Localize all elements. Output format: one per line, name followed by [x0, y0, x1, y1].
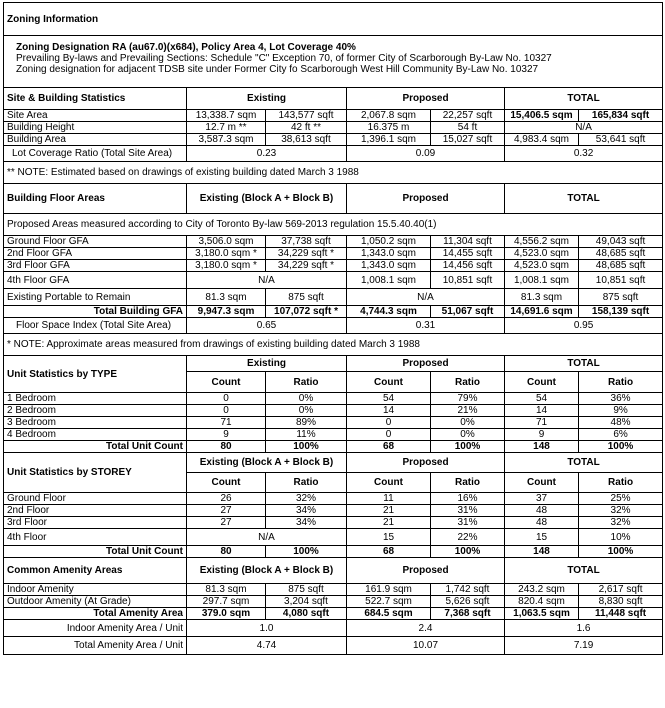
floor-note-row: [4, 334, 663, 356]
lot-coverage-row: Lot Coverage Ratio (Total Site Area) 0.23 0.09 0.32: [4, 146, 663, 162]
floor-header: Building Floor Areas: [4, 184, 187, 214]
amenity-row: Outdoor Amenity (At Grade) 297.7 sqm 3,204 sqft 522.7 sqm 5,626 sqft 820.4 sqm 8,830 sqft: [4, 596, 663, 608]
floor-row: Ground Floor GFA 3,506.0 sqm 37,738 sqft 1,050.2 sqm 11,304 sqft 4,556.2 sqm 49,043 sqft: [4, 236, 663, 248]
storey-header: Unit Statistics by STOREY: [4, 453, 187, 493]
floor-header-row: Building Floor Areas Existing (Block A + Block B) Proposed TOTAL: [4, 184, 663, 214]
type-row: 2 Bedroom 0 0% 14 21% 14 9%: [4, 405, 663, 417]
site-col-proposed: Proposed: [347, 88, 505, 110]
storey-subheader-row: Count Ratio Count Ratio Count Ratio: [4, 473, 663, 493]
amenity-header: Common Amenity Areas: [4, 558, 187, 584]
amenity-header-row: Common Amenity Areas Existing (Block A + Block B) Proposed TOTAL: [4, 558, 663, 584]
floor-row: 3rd Floor GFA 3,180.0 sqm * 34,229 sqft * 1,343.0 sqm 14,456 sqft 4,523.0 sqm 48,685 sqft: [4, 260, 663, 272]
site-area-row: Site Area 13,338.7 sqm 143,577 sqft 2,067.8 sqm 22,257 sqft 15,406.5 sqm 165,834 sqft: [4, 110, 663, 122]
amenity-total-row: Total Amenity Area 379.0 sqm 4,080 sqft 684.5 sqm 7,368 sqft 1,063.5 sqm 11,448 sqft: [4, 608, 663, 620]
zoning-designation: Zoning Designation RA (au67.0)(x684), Policy Area 4, Lot Coverage 40%: [16, 42, 356, 53]
site-note-row: [4, 162, 663, 184]
storey-row: 2nd Floor 27 34% 21 31% 48 32%: [4, 505, 663, 517]
adjacent-designation: Zoning designation for adjacent TDSB site under Former City fo Scarborough West Hill Community By-Law No. 10327: [16, 64, 539, 75]
zoning-details-row: [4, 36, 663, 88]
building-height-row: Building Height 12.7 m ** 42 ft ** 16.375 m 54 ft N/A: [4, 122, 663, 134]
type-row: 1 Bedroom 0 0% 54 79% 54 36%: [4, 393, 663, 405]
type-subheader-row: Count Ratio Count Ratio Count Ratio: [4, 372, 663, 393]
floor-row-4th: 4th Floor GFA N/A 1,008.1 sqm 10,851 sqft 1,008.1 sqm 10,851 sqft: [4, 272, 663, 289]
building-area-row: Building Area 3,587.3 sqm 38,613 sqft 1,396.1 sqm 15,027 sqft 4,983.4 sqm 53,641 sqft: [4, 134, 663, 146]
floor-row: 2nd Floor GFA 3,180.0 sqm * 34,229 sqft * 1,343.0 sqm 14,455 sqft 4,523.0 sqm 48,685 sqft: [4, 248, 663, 260]
type-row: 4 Bedroom 9 11% 0 0% 9 6%: [4, 429, 663, 441]
indoor-per-unit-row: Indoor Amenity Area / Unit 1.0 2.4 1.6: [4, 620, 663, 637]
approx-note: * NOTE: Approximate areas measured from drawings of existing building dated March 3 1988: [4, 334, 663, 356]
amenity-row: Indoor Amenity 81.3 sqm 875 sqft 161.9 sqm 1,742 sqft 243.2 sqm 2,617 sqft: [4, 584, 663, 596]
type-total-row: Total Unit Count 80 100% 68 100% 148 100%: [4, 441, 663, 453]
prevailing-bylaws: Prevailing By-laws and Prevailing Sections: Schedule "C" Exception 70, of former City of Scarborough By-Law No. 10327: [16, 53, 552, 64]
zoning-header-row: [4, 3, 663, 36]
floor-measure-note-row: [4, 214, 663, 236]
storey-header-row: Unit Statistics by STOREY Existing (Block A + Block B) Proposed TOTAL: [4, 453, 663, 473]
type-header: Unit Statistics by TYPE: [4, 356, 187, 393]
site-header-row: [4, 88, 663, 110]
total-per-unit-row: Total Amenity Area / Unit 4.74 10.07 7.19: [4, 637, 663, 655]
height-note: ** NOTE: Estimated based on drawings of existing building dated March 3 1988: [4, 162, 663, 184]
site-col-total: TOTAL: [505, 88, 663, 110]
total-gfa-row: Total Building GFA 9,947.3 sqm 107,072 sqft * 4,744.3 sqm 51,067 sqft 14,691.6 sqm 158,139 sqft: [4, 306, 663, 318]
statistics-table: [3, 2, 663, 655]
fsi-row: Floor Space Index (Total Site Area) 0.65 0.31 0.95: [4, 318, 663, 334]
zoning-header: Zoning Information: [4, 3, 663, 36]
site-header: Site & Building Statistics: [4, 88, 187, 110]
type-header-row: Unit Statistics by TYPE Existing Proposed TOTAL: [4, 356, 663, 372]
storey-row: 3rd Floor 27 34% 21 31% 48 32%: [4, 517, 663, 529]
storey-row-4th: 4th Floor N/A 15 22% 15 10%: [4, 529, 663, 546]
measure-note: Proposed Areas measured according to City of Toronto By-law 569-2013 regulation 15.5.40.40(1): [4, 214, 663, 236]
portable-row: Existing Portable to Remain 81.3 sqm 875 sqft N/A 81.3 sqm 875 sqft: [4, 289, 663, 306]
storey-row: Ground Floor 26 32% 11 16% 37 25%: [4, 493, 663, 505]
storey-total-row: Total Unit Count 80 100% 68 100% 148 100%: [4, 546, 663, 558]
type-row: 3 Bedroom 71 89% 0 0% 71 48%: [4, 417, 663, 429]
site-col-existing: Existing: [187, 88, 347, 110]
